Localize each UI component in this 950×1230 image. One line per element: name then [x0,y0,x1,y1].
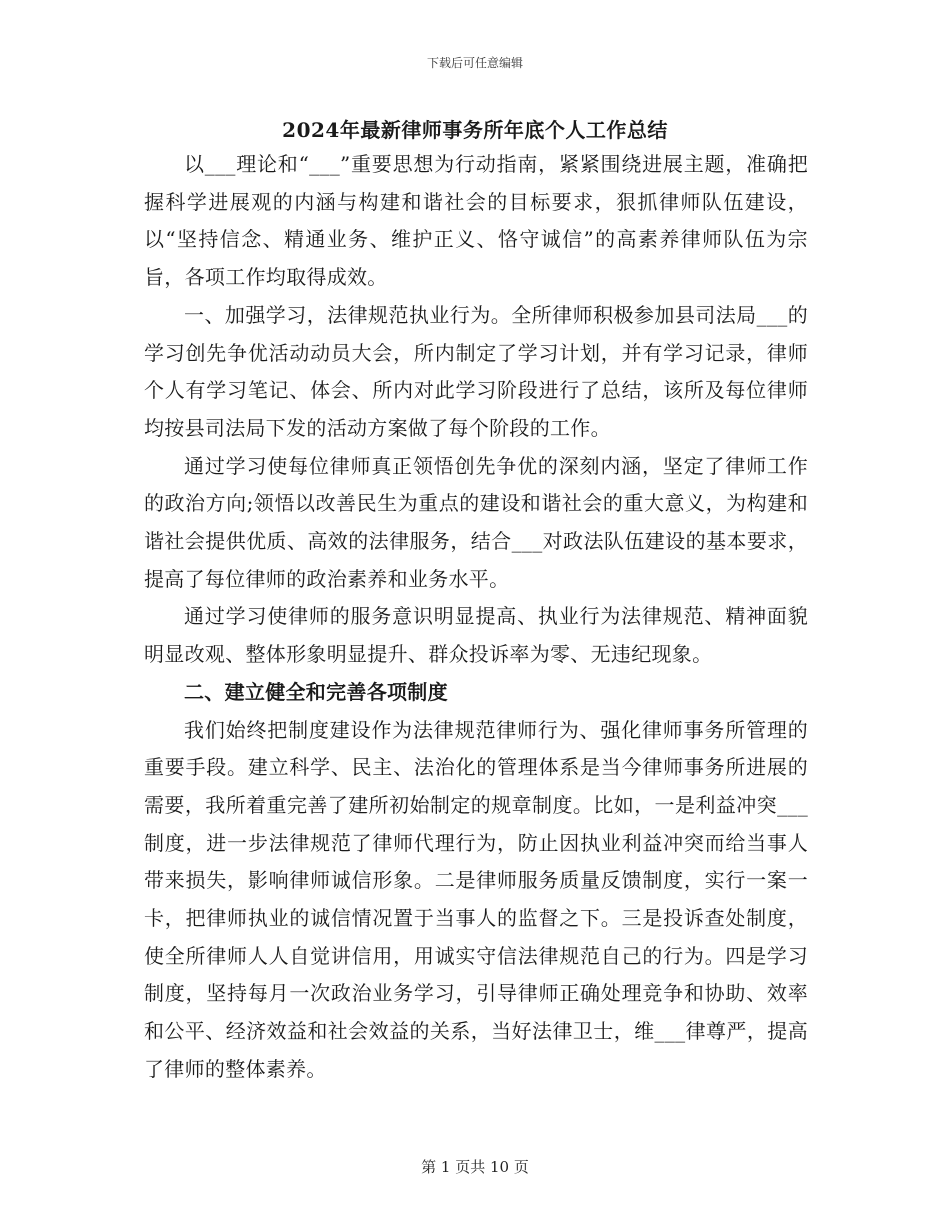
paragraph-study-effect: 通过学习使每位律师真正领悟创先争优的深刻内涵，坚定了律师工作的政治方向;领悟以改善民生为重点的建设和谐社会的重大意义，为构建和谐社会提供优质、高效的法律服务，结合___对政法队伍建设的基本要求，提高了每位律师的政治素养和业务水平。 [144,453,808,591]
section-heading-2: 二、建立健全和完善各项制度 [184,679,448,704]
paragraph-section-1: 一、加强学习，法律规范执业行为。全所律师积极参加县司法局___的学习创先争优活动动员大会，所内制定了学习计划，并有学习记录，律师个人有学习笔记、体会、所内对此学习阶段进行了总结，该所及每位律师均按县司法局下发的活动方案做了每个阶段的工作。 [144,302,808,440]
paragraph-service-awareness: 通过学习使律师的服务意识明显提高、执业行为法律规范、精神面貌明显改观、整体形象明显提升、群众投诉率为零、无违纪现象。 [144,604,808,667]
paragraph-intro: 以___理论和“___”重要思想为行动指南，紧紧围绕进展主题，准确把握科学进展观的内涵与构建和谐社会的目标要求，狠抓律师队伍建设，以“坚持信念、精通业务、维护正义、恪守诚信”的高素养律师队伍为宗旨，各项工作均取得成效。 [144,152,808,290]
page-header: 下载后可任意编辑 [426,56,523,70]
document-title: 2024年最新律师事务所年底个人工作总结 [282,118,668,142]
document-body [144,146,808,1089]
page-number: 第 1 页共 10 页 [421,1158,529,1176]
paragraph-system-building: 我们始终把制度建设作为法律规范律师行为、强化律师事务所管理的重要手段。建立科学、民主、法治化的管理体系是当今律师事务所进展的需要，我所着重完善了建所初始制定的规章制度。比如，一是利益冲突___制度，进一步法律规范了律师代理行为，防止因执业利益冲突而给当事人带来损失，影响律师诚信形象。二是律师服务质量反馈制度，实行一案一卡，把律师执业的诚信情况置于当事人的监督之下。三是投诉查处制度，使全所律师人人自觉讲信用，用诚实守信法律规范自己的行为。四是学习制度，坚持每月一次政治业务学习，引导律师正确处理竞争和协助、效率和公平、经济效益和社会效益的关系，当好法律卫士，维___律尊严，提高了律师的整体素养。 [144,717,808,1081]
